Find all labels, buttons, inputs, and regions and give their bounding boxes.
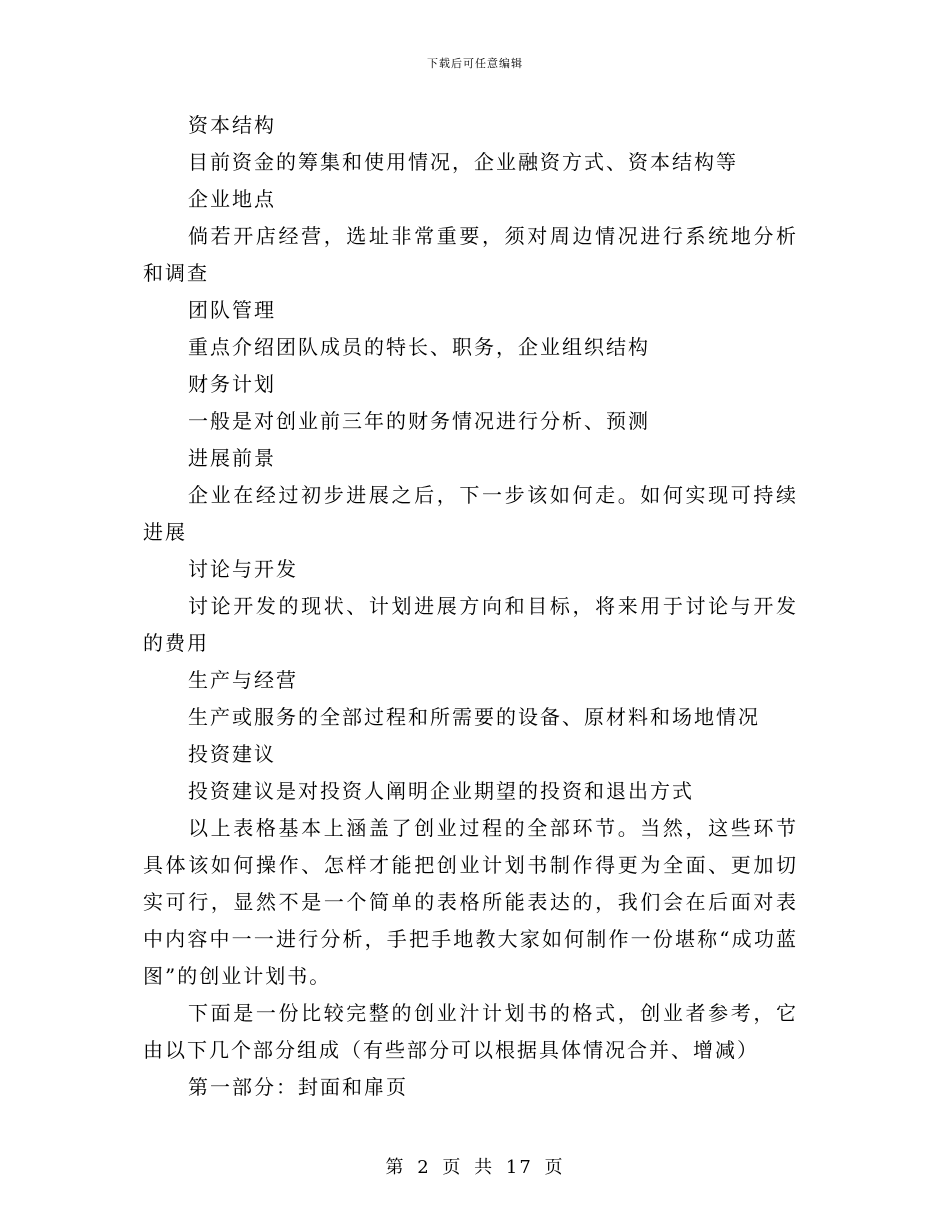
section-heading-team: 团队管理 [188,298,276,322]
section-heading-rnd: 讨论与开发 [188,557,298,581]
total-label: 共 [474,1157,495,1178]
paragraph: 下面是一份比较完整的创业汁计划书的格式，创业者参考，它由以下几个部分组成（有些部分可以根据具体情况合并、增减） [143,1001,798,1062]
paragraph: 目前资金的筹集和使用情况，企业融资方式、资本结构等 [188,150,738,174]
page-label: 第 [385,1157,406,1178]
section-heading-part-one: 第一部分：封面和扉页 [188,1075,408,1099]
section-heading-finance: 财务计划 [188,372,276,396]
paragraph: 重点介绍团队成员的特长、职务，企业组织结构 [188,335,650,359]
paragraph: 投资建议是对投资人阐明企业期望的投资和退出方式 [188,779,694,803]
document-body [143,107,798,1106]
page-number: 2 [417,1157,431,1178]
page-unit: 页 [442,1157,463,1178]
paragraph: 倘若开店经营，选址非常重要，须对周边情况进行系统地分析和调查 [143,224,798,285]
paragraph: 以上表格基本上涵盖了创业过程的全部环节。当然，这些环节具体该如何操作、怎样才能把创业计划书制作得更为全面、更加切实可行，显然不是一个简单的表格所能表达的，我们会在后面对表中内容中一一进行分析，手把手地教大家如何制作一份堪称“成功蓝图”的创业计划书。 [143,816,798,988]
page-footer [0,1153,950,1179]
section-heading-location: 企业地点 [188,187,276,211]
paragraph: 生产或服务的全部过程和所需要的设备、原材料和场地情况 [188,705,760,729]
page-header-note: 下载后可任意编辑 [427,57,523,70]
total-pages: 17 [505,1157,533,1178]
section-heading-production: 生产与经营 [188,668,298,692]
section-heading-capital-structure: 资本结构 [188,113,276,137]
total-unit: 页 [544,1157,565,1178]
paragraph: 企业在经过初步进展之后，下一步该如何走。如何实现可持续进展 [143,483,798,544]
paragraph: 讨论开发的现状、计划进展方向和目标，将来用于讨论与开发的费用 [143,594,798,655]
section-heading-investment: 投资建议 [188,742,276,766]
section-heading-prospects: 进展前景 [188,446,276,470]
paragraph: 一般是对创业前三年的财务情况进行分析、预测 [188,409,650,433]
